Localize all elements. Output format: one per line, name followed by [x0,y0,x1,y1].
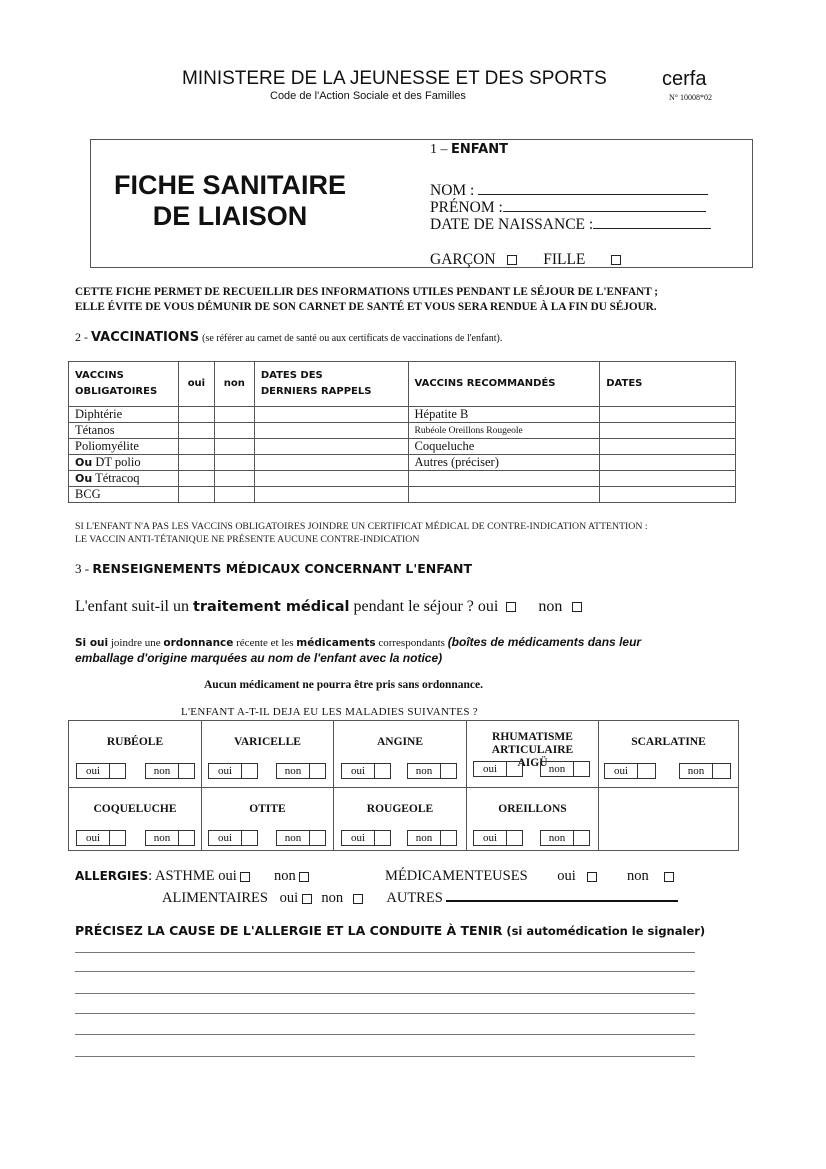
non-cell[interactable] [214,455,254,471]
rappel-date-cell[interactable] [254,455,408,471]
non-option[interactable]: non [276,830,326,846]
allergy-details-heading: PRÉCISEZ LA CAUSE DE L'ALLERGIE ET LA CONDUITE À TENIR (si automédication le signaler) [75,923,706,938]
col-vaccins-recommandes: VACCINS RECOMMANDÉS [408,362,600,407]
oui-checkbox[interactable] [507,831,522,845]
section-enfant-heading [430,142,508,158]
oui-checkbox[interactable] [507,762,522,776]
oui-checkbox[interactable] [375,764,390,778]
disease-rougeole: ROUGEOLE oui non [334,788,466,850]
treatment-non-checkbox[interactable] [572,602,582,612]
allergy-details-line[interactable] [75,1056,695,1057]
oui-cell[interactable] [178,471,214,487]
oui-cell[interactable] [178,439,214,455]
oui-option[interactable]: oui [208,763,258,779]
oui-option[interactable]: oui [473,830,523,846]
sex-row [430,251,621,269]
medicamenteuses-oui-checkbox[interactable] [587,872,597,882]
non-option[interactable]: non [407,763,457,779]
rappel-date-cell[interactable] [254,487,408,503]
recommended-vaccine[interactable] [408,471,600,487]
oui-option[interactable]: oui [341,763,391,779]
non-checkbox[interactable] [310,764,325,778]
non-cell[interactable] [214,407,254,423]
non-checkbox[interactable] [441,764,456,778]
asthme-oui-checkbox[interactable] [240,872,250,882]
non-checkbox[interactable] [179,831,194,845]
section-vaccinations-heading [75,330,502,345]
allergy-details-line[interactable] [75,1034,695,1035]
vaccine-name: Tétanos [69,423,179,439]
disease-varicelle: VARICELLE oui non [202,721,333,787]
form-title-line2: DE LIAISON [152,201,308,231]
table-row [69,407,736,423]
cerfa-number: N° 10008*02 [669,93,712,102]
non-option[interactable]: non [540,761,590,777]
section-medical-heading [75,561,472,577]
non-checkbox[interactable] [713,764,730,778]
col-oui: oui [178,362,214,407]
diseases-question: L'ENFANT A-T-IL DEJA EU LES MALADIES SUIVANTES ? [181,706,478,718]
non-checkbox[interactable] [574,762,589,776]
oui-option[interactable]: oui [76,763,126,779]
intro-line2: ELLE ÉVITE DE VOUS DÉMUNIR DE SON CARNET DE SANTÉ ET VOUS SERA RENDUE À LA FIN DU SÉJOUR. [75,301,657,313]
alimentaires-non-checkbox[interactable] [353,894,363,904]
allergy-details-line[interactable] [75,1013,695,1014]
allergies-label: ALLERGIES [75,869,149,883]
vaccine-name: Ou Tétracoq [69,471,179,487]
oui-checkbox[interactable] [242,831,257,845]
diseases-table [68,720,739,851]
vaccine-name: Diphtérie [69,407,179,423]
non-cell[interactable] [214,471,254,487]
fille-checkbox[interactable] [611,255,621,265]
oui-option[interactable]: oui [473,761,523,777]
table-row [69,455,736,471]
treatment-question: L'enfant suit-il un traitement médical pendant le séjour ? oui non [75,598,582,616]
oui-option[interactable]: oui [341,830,391,846]
non-cell[interactable] [214,439,254,455]
oui-cell[interactable] [178,487,214,503]
disease-otite: OTITE oui non [202,788,333,850]
section-number: 1 – [430,142,448,157]
rappel-date-cell[interactable] [254,423,408,439]
cerfa-logo: cerfa [662,68,707,90]
date-cell[interactable] [600,407,736,423]
vaccine-name: BCG [69,487,179,503]
allergy-details-line[interactable] [75,971,695,972]
prenom-field[interactable] [503,197,706,212]
section-note: (se référer au carnet de santé ou aux certificats de vaccinations de l'enfant). [202,333,503,344]
empty-cell [599,788,738,850]
autres-field[interactable] [446,886,678,902]
vaccine-name: Poliomyélite [69,439,179,455]
prenom-label: PRÉNOM : [430,199,503,216]
dob-label: DATE DE NAISSANCE : [430,216,594,233]
section-label: ENFANT [451,142,508,157]
non-checkbox[interactable] [441,831,456,845]
disease-scarlatine: SCARLATINE oui non [599,721,738,787]
disease-coqueluche: COQUELUCHE oui non [69,788,201,850]
section-number: 2 - [75,330,88,344]
recommended-vaccine: Autres (préciser) [408,455,600,471]
treatment-oui-checkbox[interactable] [506,602,516,612]
medicamenteuses-non-checkbox[interactable] [664,872,674,882]
disease-oreillons: OREILLONS oui non [467,788,598,850]
section-label: RENSEIGNEMENTS MÉDICAUX CONCERNANT L'ENFANT [92,561,472,576]
non-option[interactable]: non [145,830,195,846]
oui-cell[interactable] [178,455,214,471]
section-label: VACCINATIONS [91,330,200,345]
recommended-vaccine: Coqueluche [408,439,600,455]
allergy-details-line[interactable] [75,993,695,994]
non-option[interactable]: non [679,763,731,779]
non-checkbox[interactable] [310,831,325,845]
col-non: non [214,362,254,407]
date-cell[interactable] [600,455,736,471]
table-row [69,471,736,487]
oui-checkbox[interactable] [375,831,390,845]
col-vaccins-obligatoires: VACCINS OBLIGATOIRES [69,362,179,407]
dob-row [430,214,711,234]
non-cell[interactable] [214,423,254,439]
garcon-label: GARÇON [430,251,496,268]
nom-label: NOM : [430,182,475,199]
non-cell[interactable] [214,487,254,503]
non-checkbox[interactable] [574,831,589,845]
non-option[interactable]: non [145,763,195,779]
oui-option[interactable]: oui [604,763,656,779]
form-title-line1: FICHE SANITAIRE [113,170,346,200]
table-header-row [69,362,736,407]
dob-field[interactable] [593,214,711,229]
oui-option[interactable]: oui [76,830,126,846]
table-row [69,423,736,439]
oui-checkbox[interactable] [638,764,655,778]
rappel-date-cell[interactable] [254,407,408,423]
oui-cell[interactable] [178,423,214,439]
garcon-checkbox[interactable] [507,255,517,265]
rappel-date-cell[interactable] [254,439,408,455]
intro-text [75,285,775,315]
date-cell[interactable] [600,423,736,439]
disease-rhumatisme: RHUMATISME ARTICULAIRE AIGÜ oui non [467,721,598,787]
allergies-row2: ALIMENTAIRES oui non AUTRES [162,886,678,907]
non-option[interactable]: non [540,830,590,846]
date-cell[interactable] [600,471,736,487]
alimentaires-oui-checkbox[interactable] [302,894,312,904]
non-option[interactable]: non [407,830,457,846]
asthme-non-checkbox[interactable] [299,872,309,882]
no-medication-warning: Aucun médicament ne pourra être pris sans ordonnance. [204,679,483,691]
vaccination-warning: SI L'ENFANT N'A PAS LES VACCINS OBLIGATOIRES JOINDRE UN CERTIFICAT MÉDICAL DE CONTRE-INDICATION ATTENTION : LE VACCIN ANTI-TÉTANIQUE NE PRÉSENTE AUCUNE CONTRE-INDICATION [75,521,648,545]
table-row [69,487,736,503]
recommended-vaccine: Hépatite B [408,407,600,423]
disease-rubeole: RUBÉOLE oui non [69,721,201,787]
col-dates-rappels: DATES DES DERNIERS RAPPELS [254,362,408,407]
fille-label: FILLE [543,251,586,268]
nom-field[interactable] [478,180,708,195]
allergies-row1: ALLERGIES: ASTHME oui non MÉDICAMENTEUSES oui non [75,868,674,885]
date-cell[interactable] [600,487,736,503]
vaccinations-table [68,361,736,503]
vaccine-name: Ou DT polio [69,455,179,471]
oui-option[interactable]: oui [208,830,258,846]
non-checkbox[interactable] [179,764,194,778]
non-option[interactable]: non [276,763,326,779]
oui-checkbox[interactable] [110,831,125,845]
oui-checkbox[interactable] [242,764,257,778]
form-title [100,170,360,232]
oui-cell[interactable] [178,407,214,423]
allergy-details-line[interactable] [75,952,695,953]
table-row [69,439,736,455]
date-cell[interactable] [600,439,736,455]
section-number: 3 - [75,561,90,576]
code-subtitle: Code de l'Action Sociale et des Familles [270,90,466,102]
disease-angine: ANGINE oui non [334,721,466,787]
recommended-vaccine: Rubéole Oreillons Rougeole [408,423,600,439]
recommended-vaccine[interactable] [408,487,600,503]
rappel-date-cell[interactable] [254,471,408,487]
col-dates: DATES [600,362,736,407]
if-yes-instructions: Si oui joindre une ordonnance récente et les médicaments correspondants (boîtes de médicaments dans leur emballage d'origine marquées au nom de l'enfant avec la notice) [75,635,642,665]
ministry-title: MINISTERE DE LA JEUNESSE ET DES SPORTS [182,68,607,89]
oui-checkbox[interactable] [110,764,125,778]
intro-line1: CETTE FICHE PERMET DE RECUEILLIR DES INFORMATIONS UTILES PENDANT LE SÉJOUR DE L'ENFANT ; [75,286,658,298]
